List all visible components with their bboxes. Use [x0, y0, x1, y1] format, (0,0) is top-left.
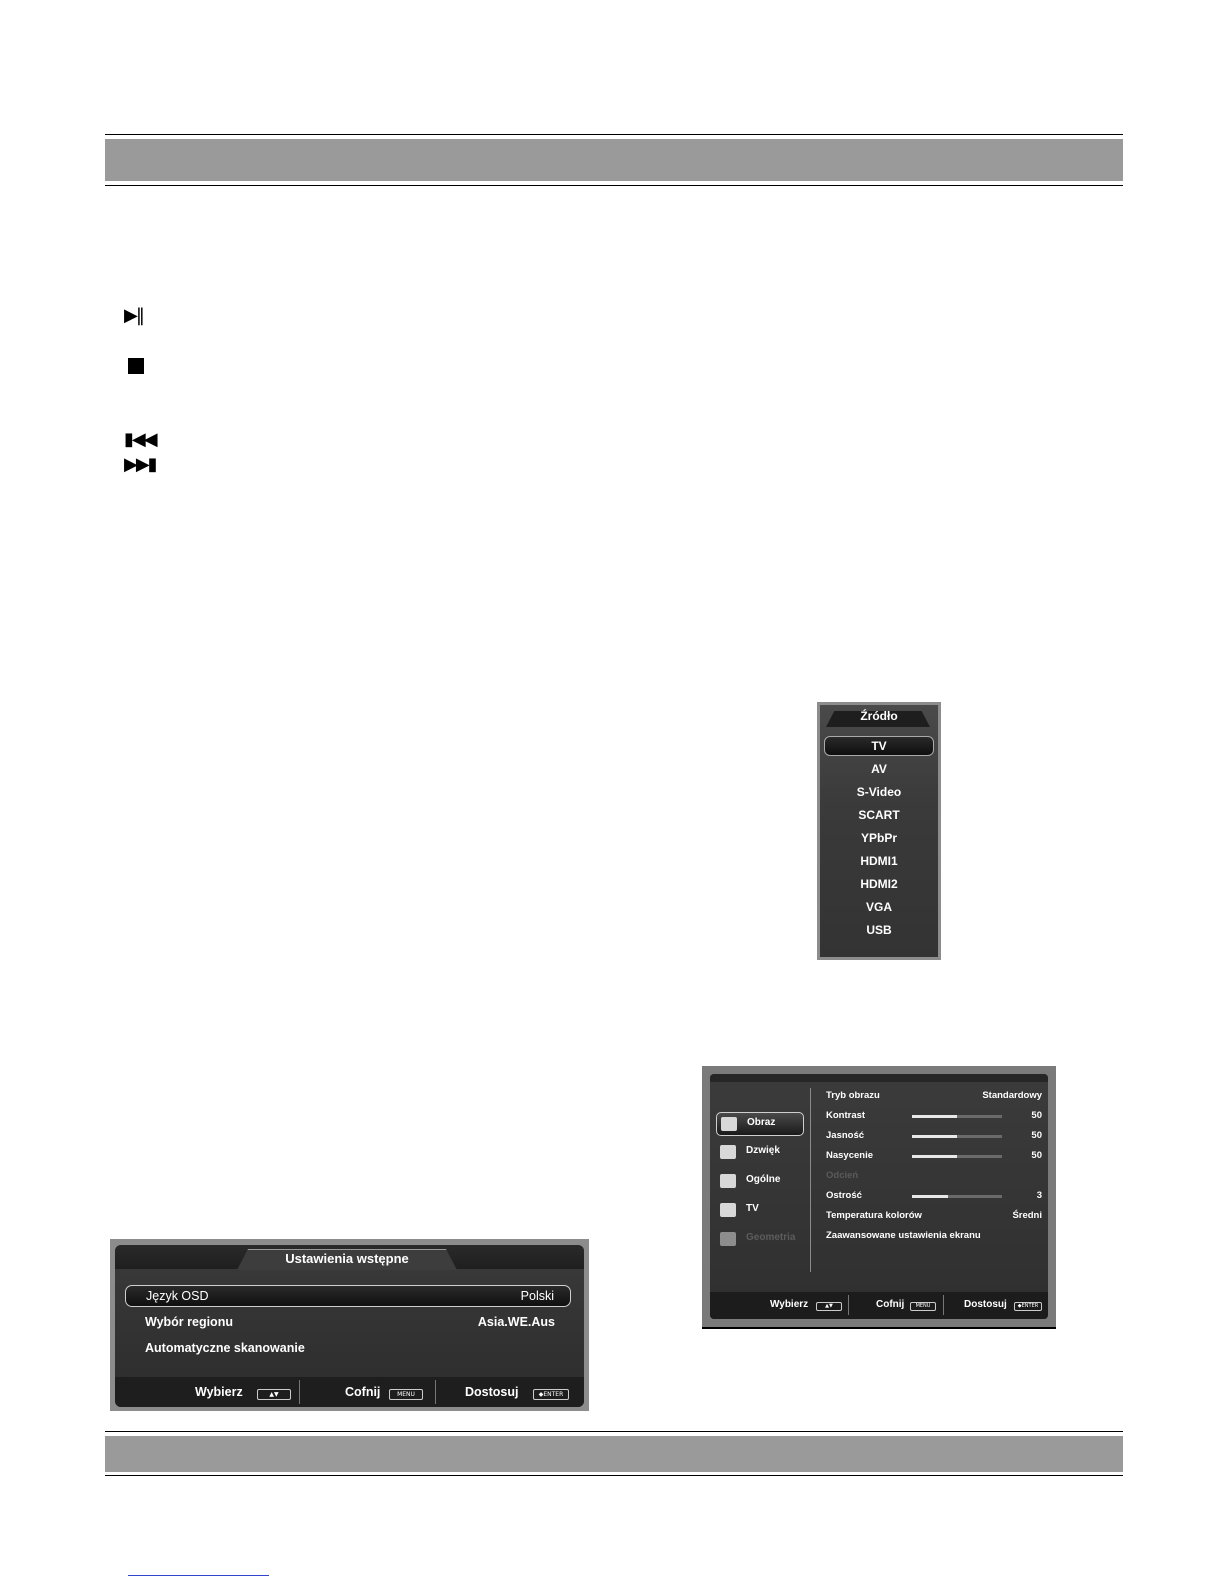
setting-label: Jasność: [826, 1130, 865, 1141]
category-dzwiek[interactable]: [716, 1141, 804, 1165]
initial-setup-panel: [115, 1245, 584, 1407]
general-icon: [720, 1174, 736, 1188]
slider-fill: [912, 1155, 957, 1158]
source-item-tv[interactable]: TV: [824, 736, 934, 756]
setup-row-label: Automatyczne skanowanie: [145, 1341, 305, 1355]
up-down-arrows-icon: ▲▼: [257, 1389, 291, 1400]
setting-label: Kontrast: [826, 1110, 866, 1121]
source-item-ypbpr[interactable]: YPbPr: [860, 831, 897, 845]
stop-icon: [128, 358, 144, 374]
initial-setup-footer: [115, 1377, 584, 1407]
setup-row-value: Polski: [520, 1289, 554, 1303]
play-pause-icon: ▶‖: [124, 305, 143, 326]
setup-row-label: Wybór regionu: [145, 1315, 233, 1329]
header-bottom-rule: [105, 185, 1123, 186]
setup-row-label: Język OSD: [146, 1289, 209, 1303]
picture-menu-panel: [710, 1074, 1048, 1319]
category-ogolne[interactable]: [716, 1170, 804, 1194]
footer-bar: [105, 1436, 1123, 1472]
source-item-scart[interactable]: SCART: [858, 808, 900, 822]
nasycenie-slider[interactable]: [912, 1155, 1002, 1158]
footer-bottom-rule: [105, 1475, 1123, 1476]
setup-row-automatyczne-skanowanie[interactable]: [125, 1337, 571, 1359]
menu-key: MENU: [910, 1302, 936, 1311]
category-label: TV: [746, 1203, 759, 1214]
initial-setup-title: Ustawienia wstępne: [285, 1251, 409, 1266]
picture-menu-divider: [810, 1088, 811, 1272]
setup-row-value: Asia.WE.Aus: [477, 1315, 555, 1329]
setting-zaawansowane[interactable]: [826, 1228, 1042, 1246]
footer-back-label: Cofnij: [345, 1385, 381, 1399]
setting-nasycenie[interactable]: [826, 1148, 1042, 1166]
sound-icon: [720, 1145, 736, 1159]
source-item-s-video[interactable]: S-Video: [856, 785, 902, 799]
source-menu: [817, 702, 941, 960]
footer-divider: [943, 1295, 944, 1315]
geometry-icon: [720, 1232, 736, 1246]
setting-value: 3: [1036, 1190, 1042, 1201]
setting-ostrosc[interactable]: [826, 1188, 1042, 1206]
source-menu-title: Źródło: [860, 709, 898, 723]
source-item-usb[interactable]: USB: [866, 923, 892, 937]
setup-row-jezyk-osd[interactable]: [125, 1285, 571, 1307]
setting-value: Standardowy: [982, 1090, 1042, 1101]
category-geometria: [716, 1228, 804, 1252]
setting-tryb-obrazu[interactable]: [826, 1088, 1042, 1106]
source-item-hdmi1[interactable]: HDMI1: [860, 854, 898, 868]
setting-value: 50: [1031, 1130, 1042, 1141]
picture-icon: [721, 1117, 737, 1131]
setting-value: Średni: [1012, 1210, 1042, 1221]
footer-adjust-label: Dostosuj: [964, 1299, 1007, 1310]
jasnosc-slider[interactable]: [912, 1135, 1002, 1138]
slider-fill: [912, 1195, 948, 1198]
setting-jasnosc[interactable]: [826, 1128, 1042, 1146]
picture-menu-bottom-rule: [702, 1327, 1056, 1329]
source-item-av[interactable]: AV: [871, 762, 887, 776]
slider-fill: [912, 1135, 957, 1138]
header-bar: [105, 139, 1123, 181]
picture-menu: [702, 1066, 1056, 1327]
header-top-rule: [105, 134, 1123, 135]
setting-label: Nasycenie: [826, 1150, 874, 1161]
footer-divider: [299, 1380, 300, 1404]
footer-top-rule: [105, 1431, 1123, 1432]
previous-track-icon: ▮◀◀: [124, 429, 156, 450]
footer-adjust-label: Dostosuj: [465, 1385, 519, 1399]
setup-row-wybor-regionu[interactable]: [125, 1311, 571, 1333]
picture-menu-footer: [710, 1292, 1048, 1319]
category-label: Dzwięk: [746, 1145, 780, 1156]
setting-label: Temperatura kolorów: [826, 1210, 922, 1221]
initial-setup-menu: [110, 1239, 589, 1411]
setting-temperatura-kolorow[interactable]: [826, 1208, 1042, 1226]
footer-divider: [848, 1295, 849, 1315]
source-item-vga[interactable]: VGA: [865, 900, 892, 914]
enter-key: ◆ENTER: [533, 1389, 569, 1400]
setting-value: 50: [1031, 1150, 1042, 1161]
setting-label: Odcień: [826, 1170, 859, 1181]
setting-label: Tryb obrazu: [826, 1090, 880, 1101]
footer-select-label: Wybierz: [195, 1385, 243, 1399]
setting-label: Zaawansowane ustawienia ekranu: [826, 1230, 981, 1241]
setting-value: 50: [1031, 1110, 1042, 1121]
setting-odcien: [826, 1168, 1042, 1186]
tv-icon: [720, 1203, 736, 1217]
up-down-arrows-icon: ▲▼: [816, 1302, 842, 1311]
footer-divider: [435, 1380, 436, 1404]
category-label: Ogólne: [746, 1174, 781, 1185]
footer-back-label: Cofnij: [876, 1299, 905, 1310]
enter-key: ◆ENTER: [1014, 1302, 1042, 1311]
category-tv[interactable]: [716, 1199, 804, 1223]
picture-menu-top-strip: [710, 1074, 1048, 1082]
ostrosc-slider[interactable]: [912, 1195, 1002, 1198]
category-label: Geometria: [746, 1232, 796, 1243]
menu-key: MENU: [389, 1389, 423, 1400]
next-track-icon: ▶▶▮: [124, 454, 156, 475]
slider-fill: [912, 1115, 957, 1118]
kontrast-slider[interactable]: [912, 1115, 1002, 1118]
setting-label: Ostrość: [826, 1190, 862, 1201]
footer-select-label: Wybierz: [770, 1299, 809, 1310]
setting-kontrast[interactable]: [826, 1108, 1042, 1126]
category-label: Obraz: [747, 1117, 776, 1128]
link-underline: [128, 1575, 269, 1576]
category-obraz[interactable]: [716, 1112, 804, 1136]
source-item-hdmi2[interactable]: HDMI2: [860, 877, 898, 891]
